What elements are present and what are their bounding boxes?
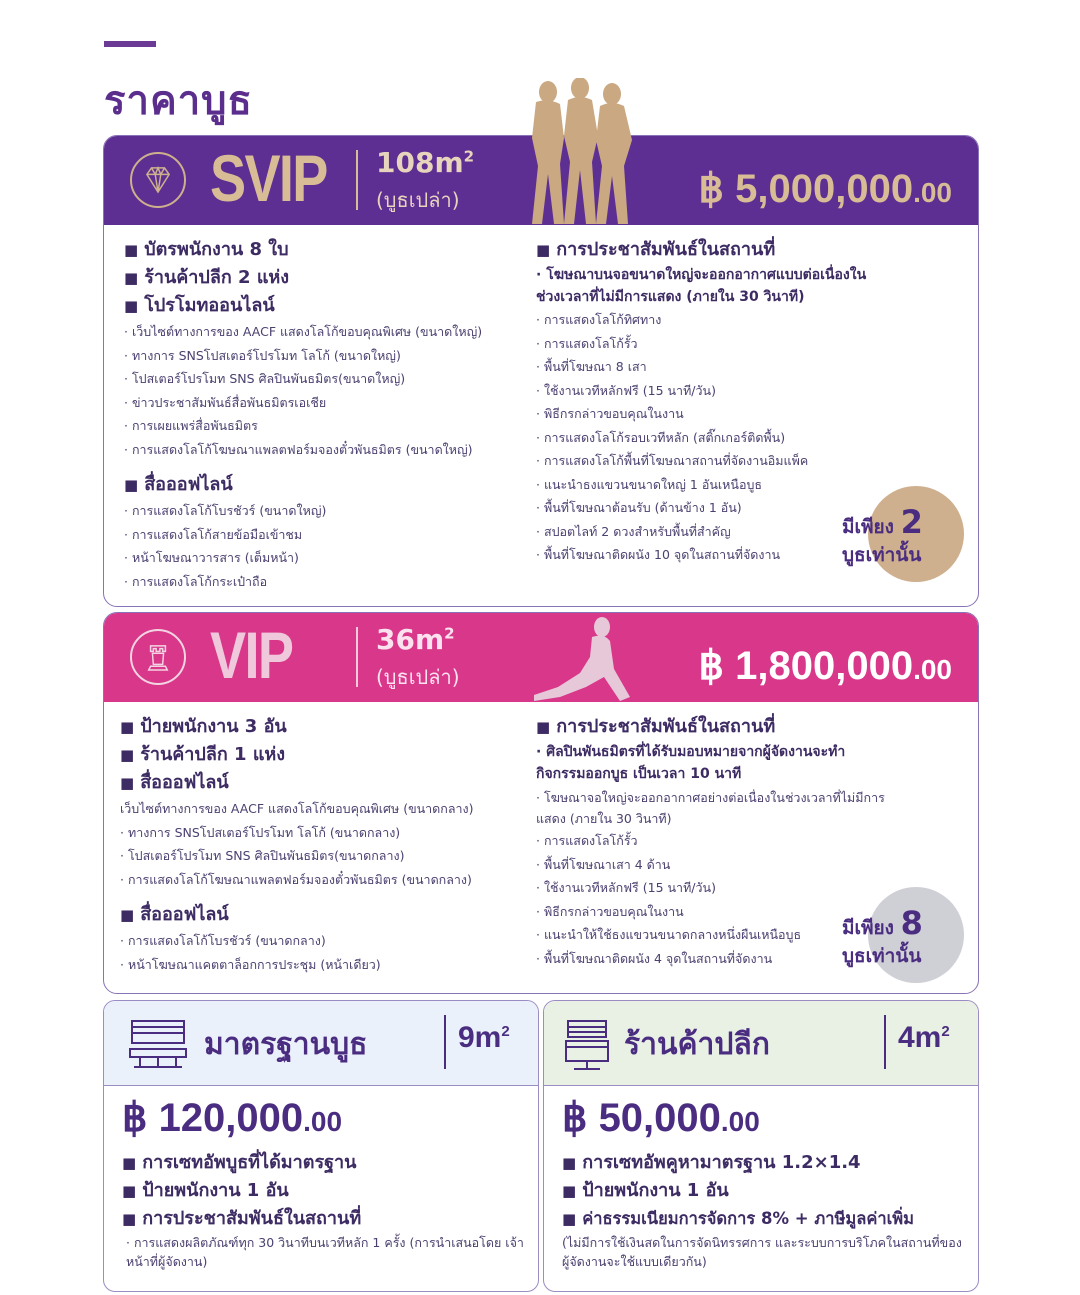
svip-header-divider xyxy=(356,150,358,210)
diamond-icon xyxy=(130,152,186,208)
vip-benefit-staff: ■ ป้ายพนักงาน 3 อัน xyxy=(120,713,534,741)
vip-size: $36m^2$ xyxy=(376,623,455,656)
standard-benefit-setup: ■ การเซทอัพบูธที่ได้มาตรฐาน xyxy=(122,1149,526,1177)
svip-benefit-retail: ■ ร้านค้าปลีก 2 แห่ง xyxy=(124,264,534,292)
standard-booth-benefits xyxy=(122,1149,526,1271)
retail-booth-header xyxy=(544,1001,978,1086)
retail-header-divider xyxy=(884,1015,886,1069)
svip-onsite-lead-2: ช่วงเวลาที่ไม่มีการแสดง (ภายใน 30 วินาที) xyxy=(536,289,805,305)
svip-benefit-staff: ■ บัตรพนักงาน 8 ใบ xyxy=(124,236,534,264)
booth-desk-icon xyxy=(126,1017,190,1071)
standard-booth-header xyxy=(104,1001,538,1086)
standard-header-divider xyxy=(444,1015,446,1069)
vip-screen-ad-2: แสดง (ภายใน 30 วินาที) xyxy=(536,811,672,826)
title-accent-line xyxy=(104,41,156,47)
list-item: · ทางการ SNSโปสเตอร์โปรโมท โลโก้ (ขนาดใหญ่) xyxy=(124,344,534,368)
svip-tier-name: SVIP xyxy=(210,141,327,215)
list-item: · การแสดงโลโก้โบรชัวร์ (ขนาดใหญ่) xyxy=(124,499,534,523)
list-item: · แนะนำให้ใช้ธงแขวนขนาดกลางหนึ่งผืนเหนือบูธ xyxy=(536,923,966,947)
retail-booth-size: $4m^2$ xyxy=(898,1021,950,1054)
retail-booth-price: ฿ 50,000.00 xyxy=(562,1096,760,1140)
list-item: · พิธีกรกล่าวขอบคุณในงาน xyxy=(536,402,966,426)
standard-booth-title: มาตรฐานบูธ xyxy=(204,1027,368,1062)
list-item: · พื้นที่โฆษณาติดผนัง 10 จุดในสถานที่จัดงาน xyxy=(536,543,966,567)
list-item: · โปสเตอร์โปรโมท SNS ศิลปินพันธมิตร(ขนาดกลาง) xyxy=(120,844,534,868)
list-item: · สปอตไลท์ 2 ดวงสำหรับพื้นที่สำคัญ xyxy=(536,520,966,544)
svip-benefit-online: ■ โปรโมทออนไลน์ xyxy=(124,292,534,320)
list-item: · ใช้งานเวทีหลักฟรี (15 นาที/วัน) xyxy=(536,876,966,900)
list-item: · การแสดงโลโก้รั้ว xyxy=(536,332,966,356)
vip-benefit-offline-2: ■ สื่อออฟไลน์ xyxy=(120,901,534,929)
retail-benefit-fee: ■ ค่าธรรมเนียมการจัดการ 8% + ภาษีมูลค่าเพิ่ม xyxy=(562,1205,972,1233)
vip-price: ฿ 1,800,000.00 xyxy=(698,644,952,688)
svip-onsite-lead: · โฆษณาบนจอขนาดใหญ่จะออกอากาศแบบต่อเนื่องใน xyxy=(536,267,867,283)
svip-onsite-pr-heading: ■ การประชาสัมพันธ์ในสถานที่ xyxy=(536,236,966,264)
list-item: · การแสดงโลโก้ทิศทาง xyxy=(536,308,966,332)
list-item: · พื้นที่โฆษณาเสา 4 ด้าน xyxy=(536,853,966,877)
list-item: · การแสดงโลโก้พื้นที่โฆษณาสถานที่จัดงานอิมแพ็ค xyxy=(536,449,966,473)
standard-note: · การแสดงผลิตภัณฑ์ทุก 30 วินาทีบนเวทีหลัก 1 ครั้ง (การนำเสนอโดย เจ้าหน้าที่ผู้จัดงาน) xyxy=(126,1235,524,1269)
list-item: · ทางการ SNSโปสเตอร์โปรโมท โลโก้ (ขนาดกลาง) xyxy=(120,821,534,845)
vip-benefit-offline-1: ■ สื่อออฟไลน์ xyxy=(120,769,534,797)
list-item: · การแสดงโลโก้โบรชัวร์ (ขนาดกลาง) xyxy=(120,929,534,953)
standard-booth-size: $9m^2$ xyxy=(458,1021,510,1054)
chess-rook-icon xyxy=(130,629,186,685)
list-item: · การแสดงโลโก้สายข้อมือเข้าชม xyxy=(124,523,534,547)
list-item: · การแสดงโลโก้รั้ว xyxy=(536,829,966,853)
vip-header-divider xyxy=(356,627,358,687)
list-item: · พื้นที่โฆษณา 8 เสา xyxy=(536,355,966,379)
standard-benefit-onsite: ■ การประชาสัมพันธ์ในสถานที่ xyxy=(122,1205,526,1233)
svip-availability-text: มีเพียง 2 บูธเท่านั้น xyxy=(842,503,923,566)
vip-onsite-lead-2: กิจกรรมออกบูธ เป็นเวลา 10 นาที xyxy=(536,766,742,782)
list-item: · การแสดงโลโก้โฆษณาแพลตฟอร์มจองตั๋วพันธมิตร (ขนาดใหญ่) xyxy=(124,438,534,462)
svip-size-note: (บูธเปล่า) xyxy=(376,188,460,212)
list-item: · การแสดงโลโก้กระเป๋าถือ xyxy=(124,570,534,594)
page-title: ราคาบูธ xyxy=(104,78,253,124)
retail-booth-card xyxy=(543,1000,979,1292)
list-item: · พื้นที่โฆษณาต้อนรับ (ด้านข้าง 1 อัน) xyxy=(536,496,966,520)
standard-booth-price: ฿ 120,000.00 xyxy=(122,1096,343,1140)
list-item: เว็บไซต์ทางการของ AACF แสดงโลโก้ขอบคุณพิเศษ (ขนาดกลาง) xyxy=(120,801,474,816)
vip-screen-ad: · โฆษณาจอใหญ่จะออกอากาศอย่างต่อเนื่องในช่วงเวลาที่ไม่มีการ xyxy=(536,790,885,805)
list-item: · การแสดงโลโก้รอบเวทีหลัก (สติ๊กเกอร์ติดพื้น) xyxy=(536,426,966,450)
list-item: · แนะนำธงแขวนขนาดใหญ่ 1 อันเหนือบูธ xyxy=(536,473,966,497)
list-item: · ใช้งานเวทีหลักฟรี (15 นาที/วัน) xyxy=(536,379,966,403)
svip-silhouette-figures xyxy=(520,78,640,224)
retail-booth-benefits xyxy=(562,1149,972,1271)
retail-benefit-setup: ■ การเซทอัพคูหามาตรฐาน 1.2×1.4 xyxy=(562,1149,972,1177)
list-item: · โปสเตอร์โปรโมท SNS ศิลปินพันธมิตร(ขนาดใหญ่) xyxy=(124,367,534,391)
vip-onsite-pr-heading: ■ การประชาสัมพันธ์ในสถานที่ xyxy=(536,713,966,741)
list-item: · พิธีกรกล่าวขอบคุณในงาน xyxy=(536,900,966,924)
list-item: · หน้าโฆษณาวารสาร (เต็มหน้า) xyxy=(124,546,534,570)
vip-onsite-lead: · ศิลปินพันธมิตรที่ได้รับมอบหมายจากผู้จัดงานจะทำ xyxy=(536,744,846,760)
standard-booth-card xyxy=(103,1000,539,1292)
vip-size-note: (บูธเปล่า) xyxy=(376,665,460,689)
retail-counter-icon xyxy=(564,1017,610,1073)
vip-card xyxy=(103,612,979,994)
svip-benefit-offline: ■ สื่อออฟไลน์ xyxy=(124,471,534,499)
list-item: · การแสดงโลโก้โฆษณาแพลตฟอร์มจองตั๋วพันธมิตร (ขนาดกลาง) xyxy=(120,868,534,892)
retail-booth-title: ร้านค้าปลีก xyxy=(624,1027,770,1062)
vip-availability-text: มีเพียง 8 บูธเท่านั้น xyxy=(842,904,923,967)
svip-price: ฿ 5,000,000.00 xyxy=(698,167,952,211)
list-item: · เว็บไซต์ทางการของ AACF แสดงโลโก้ขอบคุณพิเศษ (ขนาดใหญ่) xyxy=(124,320,534,344)
list-item: · ข่าวประชาสัมพันธ์สื่อพันธมิตรเอเชีย xyxy=(124,391,534,415)
list-item: · หน้าโฆษณาแคตตาล็อกการประชุม (หน้าเดียว) xyxy=(120,953,534,977)
vip-silhouette-figure xyxy=(530,617,640,703)
list-item: · การเผยแพร่สื่อพันธมิตร xyxy=(124,414,534,438)
vip-left-column xyxy=(120,713,534,976)
svip-size: $108m^2$ xyxy=(376,146,475,179)
standard-benefit-staff: ■ ป้ายพนักงาน 1 อัน xyxy=(122,1177,526,1205)
list-item: · พื้นที่โฆษณาติดผนัง 4 จุดในสถานที่จัดงาน xyxy=(536,947,966,971)
svip-left-column xyxy=(124,236,534,593)
retail-benefit-staff: ■ ป้ายพนักงาน 1 อัน xyxy=(562,1177,972,1205)
vip-tier-name: VIP xyxy=(210,618,293,692)
retail-note: (ไม่มีการใช้เงินสดในการจัดนิทรรศการ และระบบการบริโภคในสถานที่ของ ผู้จัดงานจะใช้แบบเดียวกัน) xyxy=(562,1235,962,1269)
vip-benefit-retail: ■ ร้านค้าปลีก 1 แห่ง xyxy=(120,741,534,769)
